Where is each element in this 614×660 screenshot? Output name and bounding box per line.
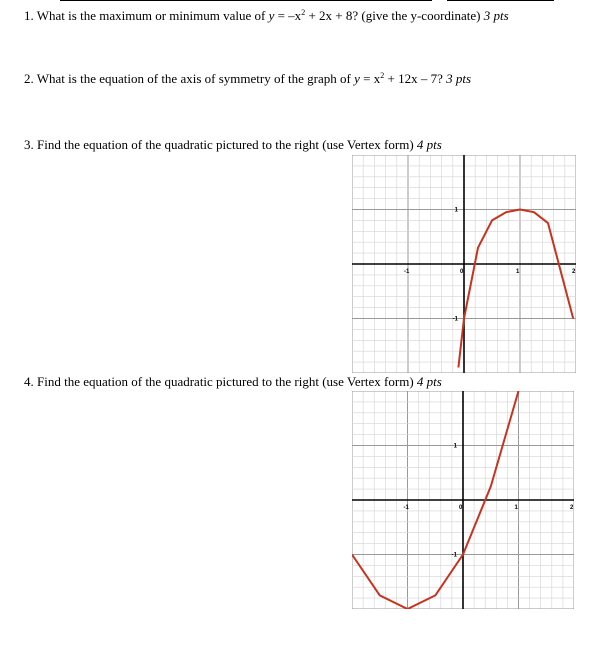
equation-part: = –x bbox=[274, 8, 302, 23]
x-tick-label: 2 bbox=[570, 505, 574, 511]
points-label: 3 pts bbox=[446, 71, 472, 86]
question-4 bbox=[24, 374, 442, 390]
question-1 bbox=[24, 8, 509, 24]
question-number: 3. bbox=[24, 137, 34, 152]
equation-part: = x bbox=[359, 71, 381, 86]
top-rule-right bbox=[447, 0, 554, 1]
x-tick-label: 1 bbox=[514, 505, 518, 511]
points-label: 3 pts bbox=[483, 8, 509, 23]
y-tick-label: -1 bbox=[452, 316, 458, 323]
parabola-curve bbox=[458, 210, 573, 368]
graph-1-svg bbox=[352, 155, 576, 373]
question-text: What is the maximum or minimum value of bbox=[36, 8, 266, 23]
question-number: 1. bbox=[24, 8, 34, 23]
question-text: What is the equation of the axis of symmetry of the graph of bbox=[36, 71, 351, 86]
equation-var: y bbox=[268, 8, 275, 23]
x-tick-label: 1 bbox=[516, 269, 520, 275]
y-tick-label: 1 bbox=[453, 443, 457, 450]
graph-2 bbox=[352, 391, 574, 609]
question-3 bbox=[24, 137, 442, 153]
question-text: Find the equation of the quadratic pictured to the right (use Vertex form) bbox=[37, 137, 414, 152]
x-tick-label: -1 bbox=[404, 269, 410, 275]
equation-part: + 2x + 8? bbox=[305, 8, 359, 23]
points-label: 4 pts bbox=[416, 137, 442, 152]
x-tick-label: -1 bbox=[403, 505, 409, 511]
graph-2-svg bbox=[352, 391, 574, 609]
equation-var: y bbox=[354, 71, 360, 86]
y-tick-label: 1 bbox=[454, 207, 458, 214]
equation-part: + 12x – 7? bbox=[384, 71, 443, 86]
equation-exponent: 2 bbox=[380, 71, 385, 80]
x-tick-label: 2 bbox=[572, 269, 576, 275]
question-text: (give the y-coordinate) bbox=[361, 8, 481, 23]
x-tick-label: 0 bbox=[460, 269, 464, 275]
question-text: Find the equation of the quadratic pictured to the right (use Vertex form) bbox=[37, 374, 414, 389]
question-2 bbox=[24, 71, 471, 87]
x-tick-label: 0 bbox=[459, 505, 463, 511]
points-label: 4 pts bbox=[416, 374, 442, 389]
top-rule-left bbox=[60, 0, 432, 1]
equation-exponent: 2 bbox=[301, 8, 306, 17]
graph-1 bbox=[352, 155, 576, 373]
question-number: 4. bbox=[24, 374, 34, 389]
question-number: 2. bbox=[24, 71, 34, 86]
y-tick-label: -1 bbox=[451, 552, 457, 559]
